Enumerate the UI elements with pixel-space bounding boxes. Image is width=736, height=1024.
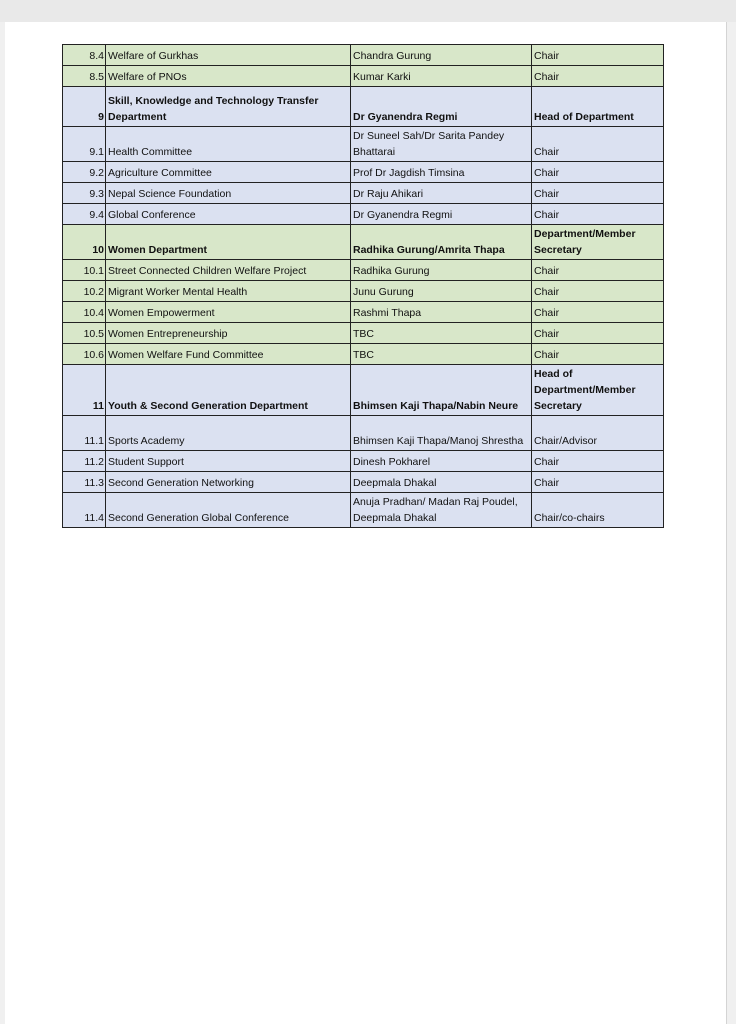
committee-name: Global Conference <box>106 204 351 225</box>
viewer-top-bar <box>0 0 736 22</box>
committee-name: Women Empowerment <box>106 302 351 323</box>
role: Chair <box>532 344 664 365</box>
committee-name: Nepal Science Foundation <box>106 183 351 204</box>
row-number: 11.1 <box>63 416 106 451</box>
committee-name: Second Generation Networking <box>106 472 351 493</box>
role: Chair <box>532 127 664 162</box>
role: Chair <box>532 323 664 344</box>
committee-table <box>62 44 664 528</box>
table-row <box>63 451 664 472</box>
person-name: Anuja Pradhan/ Madan Raj Poudel, Deepmala Dhakal <box>351 493 532 528</box>
row-number: 10.4 <box>63 302 106 323</box>
committee-name: Women Entrepreneurship <box>106 323 351 344</box>
table-row <box>63 472 664 493</box>
committee-name: Agriculture Committee <box>106 162 351 183</box>
row-number: 10.6 <box>63 344 106 365</box>
row-number: 10.2 <box>63 281 106 302</box>
table-row <box>63 127 664 162</box>
person-name: Bhimsen Kaji Thapa/Nabin Neure <box>351 365 532 416</box>
committee-name: Sports Academy <box>106 416 351 451</box>
committee-name: Street Connected Children Welfare Project <box>106 260 351 281</box>
table-row <box>63 281 664 302</box>
role: Chair <box>532 45 664 66</box>
table-row <box>63 344 664 365</box>
committee-name: Migrant Worker Mental Health <box>106 281 351 302</box>
table-row <box>63 66 664 87</box>
person-name: Radhika Gurung <box>351 260 532 281</box>
row-number: 10.1 <box>63 260 106 281</box>
table-row <box>63 183 664 204</box>
role: Head of Department <box>532 87 664 127</box>
role: Chair <box>532 451 664 472</box>
table-row <box>63 87 664 127</box>
committee-name: Welfare of Gurkhas <box>106 45 351 66</box>
person-name: Dr Suneel Sah/Dr Sarita Pandey Bhattarai <box>351 127 532 162</box>
table-row <box>63 260 664 281</box>
committee-name: Student Support <box>106 451 351 472</box>
person-name: Dr Raju Ahikari <box>351 183 532 204</box>
table-row <box>63 204 664 225</box>
person-name: Deepmala Dhakal <box>351 472 532 493</box>
role: Chair/co-chairs <box>532 493 664 528</box>
person-name: Dr Gyanendra Regmi <box>351 87 532 127</box>
row-number: 10 <box>63 225 106 260</box>
table-row <box>63 493 664 528</box>
row-number: 9.1 <box>63 127 106 162</box>
role: Chair <box>532 260 664 281</box>
person-name: Prof Dr Jagdish Timsina <box>351 162 532 183</box>
role: Chair <box>532 162 664 183</box>
committee-name: Skill, Knowledge and Technology Transfer Department <box>106 87 351 127</box>
row-number: 8.4 <box>63 45 106 66</box>
table-row <box>63 162 664 183</box>
table-row <box>63 323 664 344</box>
person-name: Chandra Gurung <box>351 45 532 66</box>
row-number: 9.4 <box>63 204 106 225</box>
row-number: 11.3 <box>63 472 106 493</box>
row-number: 11.2 <box>63 451 106 472</box>
person-name: Dr Gyanendra Regmi <box>351 204 532 225</box>
committee-name: Youth & Second Generation Department <box>106 365 351 416</box>
role: Chair/Advisor <box>532 416 664 451</box>
committee-name: Health Committee <box>106 127 351 162</box>
role: Chair <box>532 302 664 323</box>
person-name: Rashmi Thapa <box>351 302 532 323</box>
row-number: 9.3 <box>63 183 106 204</box>
person-name: TBC <box>351 323 532 344</box>
role: Chair <box>532 66 664 87</box>
row-number: 9 <box>63 87 106 127</box>
row-number: 11 <box>63 365 106 416</box>
person-name: Radhika Gurung/Amrita Thapa <box>351 225 532 260</box>
role: Department/Member Secretary <box>532 225 664 260</box>
person-name: Bhimsen Kaji Thapa/Manoj Shrestha <box>351 416 532 451</box>
row-number: 8.5 <box>63 66 106 87</box>
person-name: Kumar Karki <box>351 66 532 87</box>
person-name: Junu Gurung <box>351 281 532 302</box>
table-row <box>63 302 664 323</box>
person-name: TBC <box>351 344 532 365</box>
table-row <box>63 416 664 451</box>
role: Chair <box>532 183 664 204</box>
committee-name: Women Department <box>106 225 351 260</box>
role: Head of Department/Member Secretary <box>532 365 664 416</box>
committee-name: Welfare of PNOs <box>106 66 351 87</box>
row-number: 11.4 <box>63 493 106 528</box>
role: Chair <box>532 204 664 225</box>
table-row <box>63 45 664 66</box>
row-number: 10.5 <box>63 323 106 344</box>
committee-name: Women Welfare Fund Committee <box>106 344 351 365</box>
table-row <box>63 365 664 416</box>
role: Chair <box>532 472 664 493</box>
table-row <box>63 225 664 260</box>
row-number: 9.2 <box>63 162 106 183</box>
person-name: Dinesh Pokharel <box>351 451 532 472</box>
role: Chair <box>532 281 664 302</box>
committee-name: Second Generation Global Conference <box>106 493 351 528</box>
